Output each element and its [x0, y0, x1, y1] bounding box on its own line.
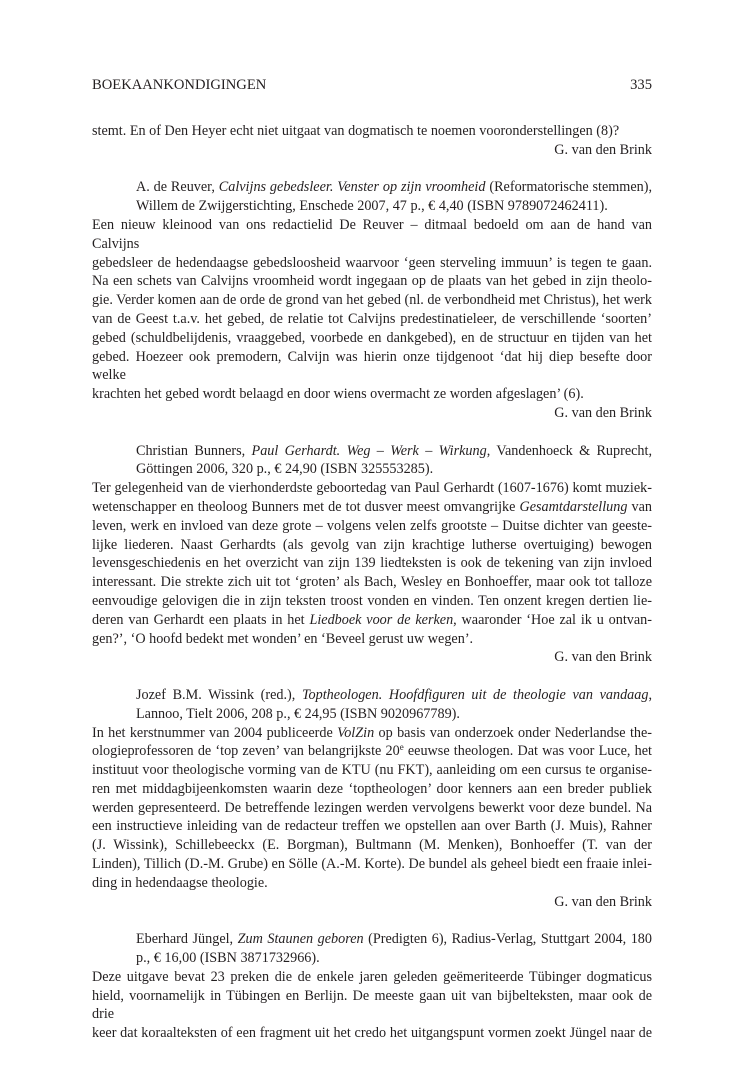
text-run: leven, werk en invloed van deze grote – volgens velen zelfs grootste – Duitse dichter van geeste-: [92, 517, 652, 534]
body-line: [92, 836, 652, 855]
spacer: [92, 911, 652, 930]
text-run: eenvoudige gelovigen die in zijn teksten troost vonden en vinden. Ten onzent kregen dertien lie-: [92, 592, 652, 609]
citation-line: [92, 442, 652, 461]
reviewer-signature: G. van den Brink: [554, 649, 652, 666]
text-run: deren van Gerhardt een plaats in het: [92, 611, 310, 628]
body-line: [92, 216, 652, 254]
spacer: [92, 160, 652, 179]
reviewer-signature: G. van den Brink: [554, 141, 652, 158]
text-run: Eberhard Jüngel,: [136, 931, 238, 948]
body-line: [92, 554, 652, 573]
body-line: [92, 817, 652, 836]
body-line: [92, 272, 652, 291]
book-citation: [92, 686, 652, 724]
citation-line: [92, 705, 652, 724]
body-line: [92, 968, 652, 987]
text-run: op basis van onderzoek onder Nederlandse the-: [374, 724, 652, 741]
text-run: , waaronder ‘Hoe zal ik u ontvan-: [453, 611, 652, 628]
body-line: [92, 855, 652, 874]
running-header: [92, 77, 652, 97]
text-run: gebedsleer de hedendaagse gebedsloosheid waarvoor ‘geen sterveling immuun’ is tegen te gaan.: [92, 254, 652, 271]
text-run: stemt. En of Den Heyer echt niet uitgaat van dogmatisch te noemen vooronderstellingen (8)?: [92, 123, 620, 139]
text-run: wetenschapper en theoloog Bunners met de tot dusver meest omvangrijke: [92, 498, 520, 515]
body-line: [92, 874, 652, 893]
text-run: ologieprofessoren de ‘top zeven’ van belangrijkste 20: [92, 743, 400, 760]
book-review: [92, 686, 652, 912]
body-line: [92, 254, 652, 273]
body-line: [92, 122, 652, 141]
carryover-section: [92, 122, 652, 160]
citation-line: [92, 178, 652, 197]
text-run: Na een schets van Calvijns vroomheid wordt ingegaan op de plaats van het gebed in zijn theolo-: [92, 273, 652, 290]
body-line: [92, 742, 652, 761]
text-run: gebed. Hoezeer ook premodern, Calvijn was hierin onze tijdgenoot ‘dat hij diep besefte door welke: [92, 348, 652, 384]
text-run: Willem de Zwijgerstichting, Enschede 2007, 47 p., € 4,40 (ISBN 9789072462411).: [136, 198, 608, 215]
text-run: van de Geest t.a.v. het gebed, de relatie tot Calvijns predestinatieleer, de verschillende ‘soorten’: [92, 310, 652, 327]
book-review: [92, 178, 652, 422]
section-title: BOEKAANKONDIGINGEN: [92, 77, 267, 93]
text-run: lijke liederen. Naast Gerhardts (als gevolg van zijn krachtige lutherse overtuiging) bewogen: [92, 536, 652, 553]
italic-title: Paul Gerhardt. Weg – Werk – Wirkung: [251, 442, 487, 459]
citation-line: [92, 930, 652, 949]
text-run: werden gepresenteerd. De betreffende lezingen werden vervolgens bewerkt voor deze bundel. Na: [92, 799, 652, 816]
text-run: Lannoo, Tielt 2006, 208 p., € 24,95 (ISBN 9020967789).: [136, 705, 460, 722]
text-run: Ter gelegenheid van de vierhonderdste geboortedag van Paul Gerhardt (1607-1676) komt muziek-: [92, 480, 652, 497]
body-line: [92, 517, 652, 536]
text-run: gie. Verder komen aan de orde de grond van het gebed (nl. de verbondheid met Christus), het werk: [92, 292, 652, 309]
text-run: Christian Bunners,: [136, 442, 252, 459]
review-text: [92, 216, 652, 404]
text-run: (Predigten 6), Radius-Verlag, Stuttgart 2004, 180: [363, 931, 652, 948]
reviewer-signature: G. van den Brink: [554, 404, 652, 421]
body-line: [92, 780, 652, 799]
text-run: krachten het gebed wordt belaagd en door wiens overmacht ze worden afgeslagen’ (6).: [92, 386, 584, 403]
text-run: Göttingen 2006, 320 p., € 24,90 (ISBN 325553285).: [136, 461, 434, 478]
body-line: [92, 987, 652, 1025]
text-run: van: [627, 498, 652, 515]
book-review: [92, 930, 652, 1043]
text-run: Deze uitgave bevat 23 preken die de enkele jaren geleden geëmeriteerde Tübinger dogmaticus: [92, 968, 652, 985]
body-line: [92, 291, 652, 310]
spacer: [92, 667, 652, 686]
text-run: p., € 16,00 (ISBN 3871732966).: [136, 950, 320, 967]
body-line: [92, 573, 652, 592]
review-text: [92, 479, 652, 648]
text-run: Jozef B.M. Wissink (red.),: [136, 686, 302, 703]
text-run: hield, voornamelijk in Tübingen en Berlijn. De meeste gaan uit van bijbelteksten, maar ook de drie: [92, 987, 652, 1023]
citation-line: [92, 686, 652, 705]
body-line: [92, 498, 652, 517]
body-line: [92, 592, 652, 611]
text-run: ren met middagbijeenkomsten waarin deze ‘toptheologen’ door kenners aan een breder publiek: [92, 780, 652, 797]
book-citation: [92, 930, 652, 968]
text-run: ding in hedendaagse theologie.: [92, 874, 268, 891]
text-run: eeuwse theologen. Dat was voor Luce, het: [403, 743, 652, 760]
citation-line: [92, 460, 652, 479]
text-run: interessant. Die strekte zich uit tot ‘groten’ als Bach, Wesley en Bonhoeffer, maar ook tot talloze: [92, 574, 652, 591]
citation-line: [92, 197, 652, 216]
superscript: e: [399, 742, 404, 753]
body-line: [92, 310, 652, 329]
italic-title: Gesamtdarstellung: [519, 498, 628, 515]
italic-title: Liedboek voor de kerken: [309, 611, 454, 628]
text-run: instituut voor theologische vorming van de KTU (nu FKT), aanleiding om een cursus te organise-: [92, 762, 652, 779]
italic-title: VolZin: [337, 724, 375, 741]
text-run: (J. Wissink), Schillebeeckx (E. Borgman), Bultmann (M. Menken), Bonhoeffer (T. van der: [92, 837, 652, 854]
italic-title: Toptheologen. Hoofdfiguren uit de theologie van vandaag: [301, 686, 649, 703]
text-run: een instructieve inleiding van de redacteur treffen we opstellen aan over Barth (J. Muis), Rahner: [92, 818, 652, 835]
body-line: [92, 385, 652, 404]
body-line: [92, 611, 652, 630]
body-line: [92, 348, 652, 386]
body-line: [92, 1024, 652, 1043]
citation-line: [92, 949, 652, 968]
page-number: 335: [630, 77, 652, 93]
text-run: keer dat koraalteksten of een fragment uit het credo het uitgangspunt vormen zoekt Jüngel naar de: [92, 1025, 652, 1042]
body-line: [92, 724, 652, 743]
book-citation: [92, 178, 652, 216]
body-line: [92, 761, 652, 780]
body-line: [92, 329, 652, 348]
italic-title: Zum Staunen geboren: [237, 931, 364, 948]
book-review: [92, 442, 652, 668]
spacer: [92, 423, 652, 442]
text-run: A. de Reuver,: [136, 179, 219, 196]
text-run: ,: [648, 686, 652, 703]
text-run: , Vandenhoeck & Ruprecht,: [486, 442, 653, 459]
page-body: [92, 122, 652, 1043]
body-line: [92, 630, 652, 649]
text-run: In het kerstnummer van 2004 publiceerde: [92, 724, 338, 741]
italic-title: Calvijns gebedsleer. Venster op zijn vroomheid: [218, 179, 486, 196]
reviewer-signature: G. van den Brink: [554, 893, 652, 910]
text-run: (Reformatorische stemmen),: [485, 179, 653, 196]
body-line: [92, 479, 652, 498]
text-run: Een nieuw kleinood van ons redactielid De Reuver – ditmaal bedoeld om aan de hand van Calvijns: [92, 216, 652, 252]
body-line: [92, 799, 652, 818]
text-run: Linden), Tillich (D.-M. Grube) en Sölle (A.-M. Korte). De bundel als geheel biedt een fraaie inlei-: [92, 856, 652, 873]
text-run: gebed (schuldbelijdenis, vraaggebed, voorbede en dankgebed), en de structuur en tijden van het: [92, 329, 652, 346]
body-line: [92, 536, 652, 555]
text-run: gen?’, ‘O hoofd bedekt met wonden’ en ‘Beveel gerust uw wegen’.: [92, 630, 474, 647]
review-text: [92, 968, 652, 1043]
review-text: [92, 724, 652, 893]
book-citation: [92, 442, 652, 480]
text-run: levensgeschiedenis en het overzicht van zijn 139 liedteksten is ook de tekening van zijn invloed: [92, 555, 652, 572]
